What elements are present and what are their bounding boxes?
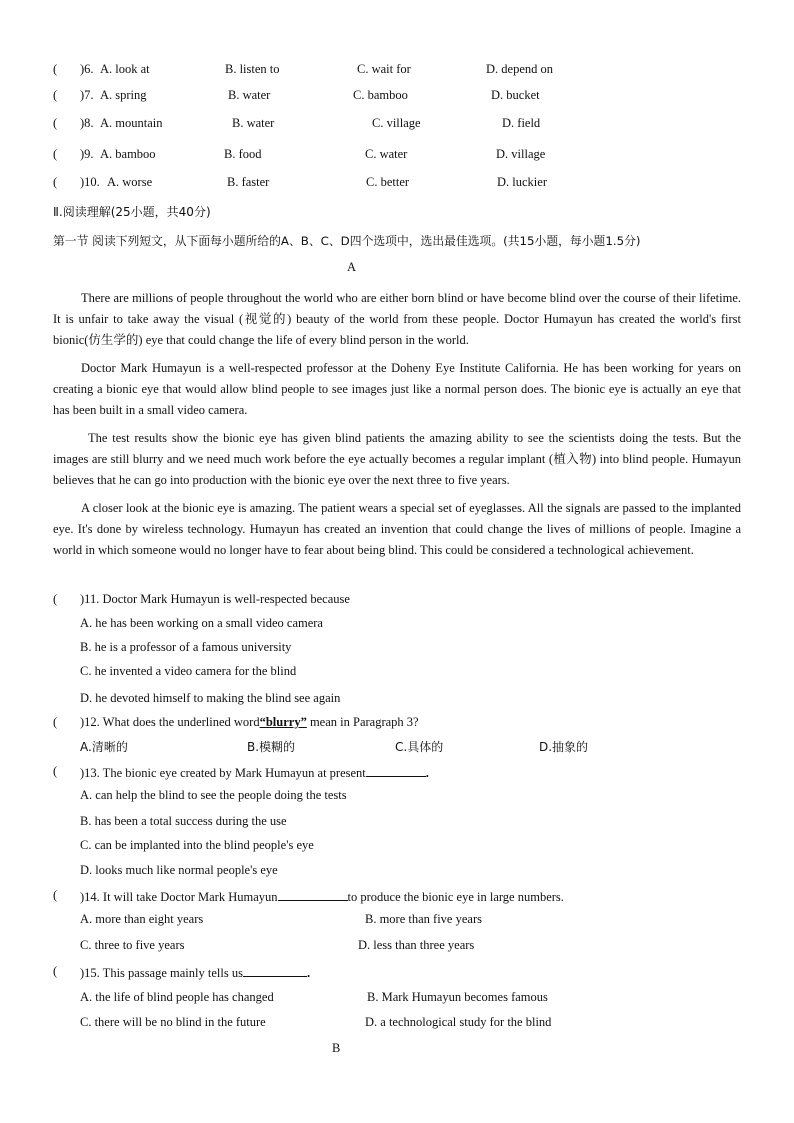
- option-a: A. spring: [100, 88, 147, 102]
- option-d: D.抽象的: [539, 740, 589, 754]
- answer-blank[interactable]: [243, 964, 307, 977]
- option-b: B. water: [232, 116, 275, 130]
- answer-blank[interactable]: [278, 888, 348, 901]
- answer-paren: (: [53, 175, 58, 189]
- option-b: B. water: [228, 88, 271, 102]
- passage-paragraph: The test results show the bionic eye has given blind patients the amazing ability to see the scientists doing the tests. But the images are still blurry and we need much work before the eye actually becomes a regular implant (植入物) into blind people. Humayun believes that he can go into production with the bionic eye over the next three to five years.: [53, 431, 741, 487]
- option-b: B. more than five years: [365, 912, 482, 926]
- option-a: A. mountain: [100, 116, 163, 130]
- section-instructions: 第一节 阅读下列短文，从下面每小题所给的A、B、C、D四个选项中，选出最佳选项。(共15小题，每小题1.5分): [53, 234, 641, 248]
- passage-paragraph: Doctor Mark Humayun is a well-respected professor at the Doheny Eye Institute California. He has been working for years on creating a bionic eye that would allow blind people to see images just like a normal person does. The bionic eye is actually an eye that has been built in a small video camera.: [53, 361, 741, 417]
- option-c: C. wait for: [357, 62, 411, 76]
- option-c: C. three to five years: [80, 938, 185, 952]
- answer-paren: (: [53, 715, 58, 729]
- option-d: D. bucket: [491, 88, 540, 102]
- option-b: B. faster: [227, 175, 270, 189]
- option-b: B. he is a professor of a famous university: [80, 640, 292, 654]
- option-a: A. he has been working on a small video camera: [80, 616, 323, 630]
- answer-blank[interactable]: [366, 764, 426, 777]
- question-stem: )11. Doctor Mark Humayun is well-respected because: [80, 592, 350, 606]
- option-b: B. food: [224, 147, 262, 161]
- answer-paren: (: [53, 764, 58, 778]
- passage-paragraph: There are millions of people throughout the world who are either born blind or have become blind over the course of their lifetime. It is unfair to take away the visual (视觉的) beauty of the world from these people. Doctor Humayun has created the world's first bionic(仿生学的) eye that could change the life of every blind person in the world.: [53, 291, 741, 347]
- passage-paragraph: A closer look at the bionic eye is amazing. The patient wears a special set of eyeglasses. All the signals are passed to the implanted eye. It's done by wireless technology. Humayun has created an invention that could change the lives of millions of people. Imagine a world in which someone would no longer have to fear about being blind. This could be considered a technological achievement.: [53, 501, 741, 557]
- answer-paren: (: [53, 116, 58, 130]
- option-d: D. depend on: [486, 62, 553, 76]
- option-a: A.清晰的: [80, 740, 128, 754]
- option-a: A. worse: [107, 175, 153, 189]
- option-a: A. look at: [100, 62, 150, 76]
- option-d: D. a technological study for the blind: [365, 1015, 552, 1029]
- underlined-word: “blurry”: [259, 715, 307, 729]
- question-stem: )12. What does the underlined word“blurry” mean in Paragraph 3?: [80, 715, 419, 729]
- option-b: B. listen to: [225, 62, 280, 76]
- option-b: B. has been a total success during the use: [80, 814, 287, 828]
- option-d: D. field: [502, 116, 541, 130]
- option-a: A. can help the blind to see the people doing the tests: [80, 788, 347, 802]
- answer-paren: (: [53, 147, 58, 161]
- answer-paren: (: [53, 62, 58, 76]
- question-stem: )15. This passage mainly tells us .: [80, 966, 311, 980]
- option-d: D. looks much like normal people's eye: [80, 863, 278, 877]
- option-a: A. bamboo: [100, 147, 156, 161]
- option-c: C. can be implanted into the blind people's eye: [80, 838, 314, 852]
- option-a: A. more than eight years: [80, 912, 204, 926]
- passage-label: B: [332, 1041, 341, 1055]
- section-title: Ⅱ.阅读理解(25小题，共40分): [53, 205, 211, 219]
- option-c: C. village: [372, 116, 421, 130]
- option-b: B.模糊的: [247, 740, 296, 754]
- option-c: C. bamboo: [353, 88, 408, 102]
- option-a: A. the life of blind people has changed: [80, 990, 274, 1004]
- question-stem: )14. It will take Doctor Mark Humayun to produce the bionic eye in large numbers.: [80, 890, 564, 904]
- answer-paren: (: [53, 592, 58, 606]
- option-c: C. he invented a video camera for the blind: [80, 664, 297, 678]
- option-d: D. village: [496, 147, 546, 161]
- option-c: C.具体的: [395, 740, 444, 754]
- question-stem: )13. The bionic eye created by Mark Humayun at present .: [80, 766, 429, 780]
- option-d: D. he devoted himself to making the blind see again: [80, 691, 341, 705]
- answer-paren: (: [53, 888, 58, 902]
- option-d: D. less than three years: [358, 938, 475, 952]
- option-c: C. there will be no blind in the future: [80, 1015, 266, 1029]
- answer-paren: (: [53, 88, 58, 102]
- option-c: C. water: [365, 147, 408, 161]
- option-b: B. Mark Humayun becomes famous: [367, 990, 548, 1004]
- option-c: C. better: [366, 175, 410, 189]
- option-d: D. luckier: [497, 175, 547, 189]
- answer-paren: (: [53, 964, 58, 978]
- passage-label: A: [347, 260, 357, 274]
